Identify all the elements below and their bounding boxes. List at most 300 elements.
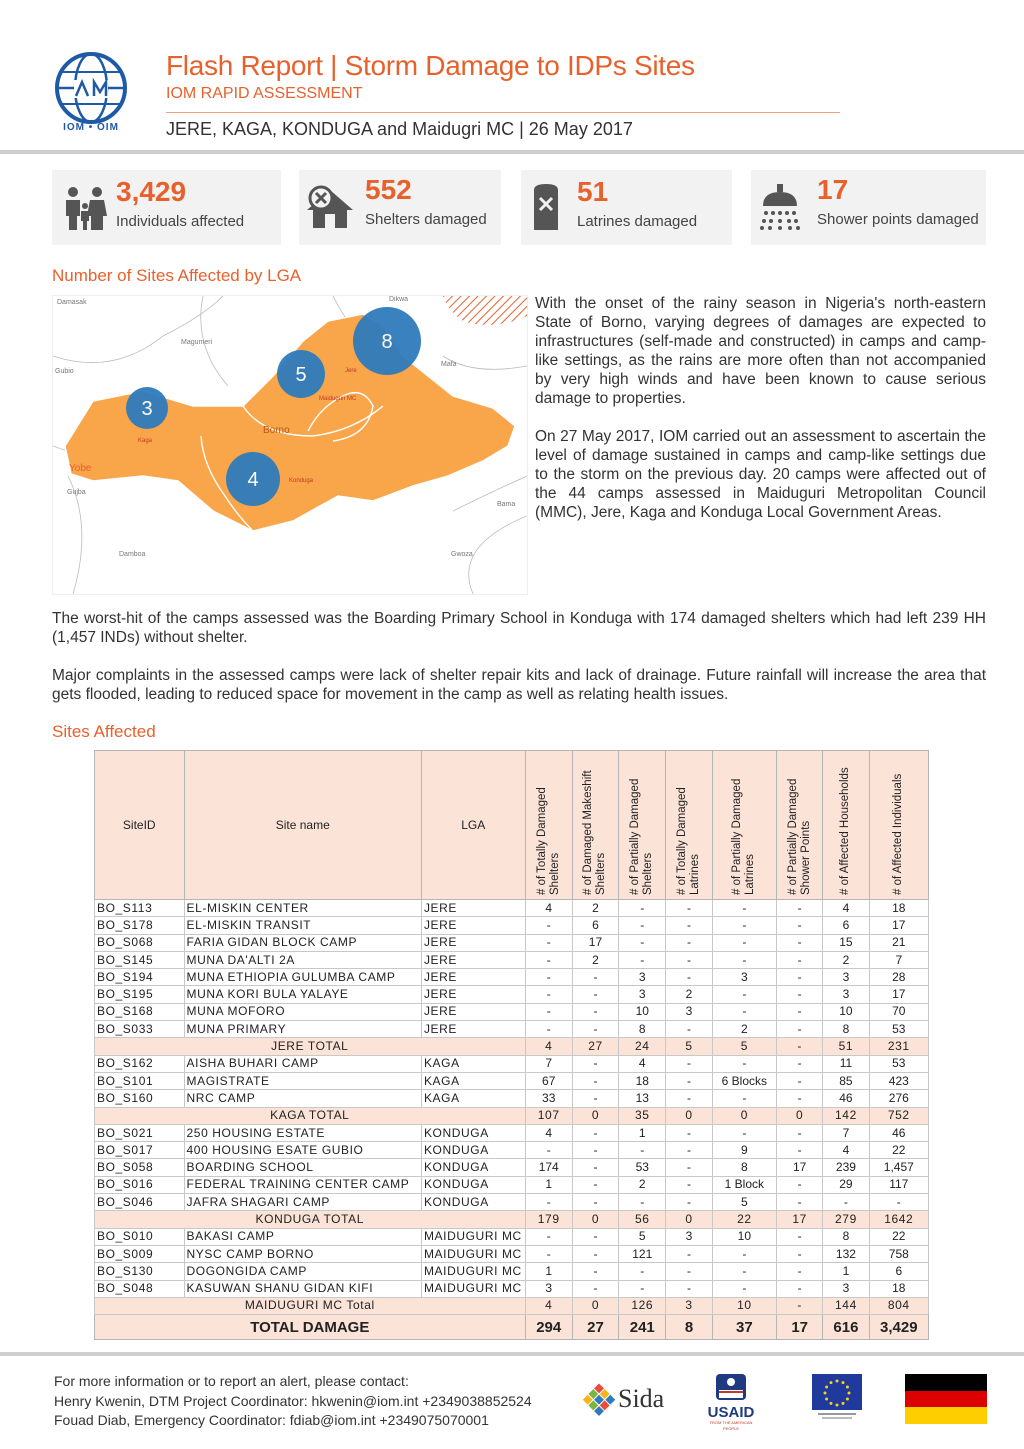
table-cell: 18 (869, 1280, 928, 1297)
subtotal-row (95, 1297, 929, 1314)
table-cell: - (666, 951, 712, 968)
subtotal-row (95, 1038, 929, 1055)
table-cell: KONDUGA (421, 1194, 525, 1211)
report-title: Flash Report | Storm Damage to IDPs Sites (166, 50, 695, 81)
table-cell: BO_S160 (95, 1090, 185, 1107)
total-cell: 51 (823, 1038, 869, 1055)
table-cell: 6 (572, 917, 618, 934)
table-cell: - (712, 1055, 776, 1072)
table-cell: - (525, 1194, 572, 1211)
table-cell: - (525, 1228, 572, 1245)
table-cell: - (777, 1021, 823, 1038)
table-cell: 33 (525, 1090, 572, 1107)
total-cell: 279 (823, 1211, 869, 1228)
table-cell: 8 (823, 1228, 869, 1245)
table-cell: 4 (619, 1055, 666, 1072)
table-cell: 22 (869, 1228, 928, 1245)
stat-latrines-label: Latrines damaged (577, 213, 698, 230)
table-cell: JERE (421, 934, 525, 951)
col-header: Site name (184, 751, 421, 900)
table-cell: 29 (823, 1176, 869, 1193)
table-row (95, 1021, 929, 1038)
table-cell: 10 (823, 1003, 869, 1020)
table-cell: KONDUGA (421, 1124, 525, 1141)
table-cell: - (666, 1194, 712, 1211)
table-cell: - (572, 1194, 618, 1211)
total-label: TOTAL DAMAGE (95, 1315, 526, 1340)
map-place-magumeri: Magumeri (181, 339, 213, 346)
stat-individuals-value: 3,429 (116, 176, 187, 207)
table-cell: 70 (869, 1003, 928, 1020)
stat-individuals (52, 170, 281, 245)
table-cell: - (525, 951, 572, 968)
table-cell: - (712, 986, 776, 1003)
total-cell: 616 (823, 1315, 869, 1340)
total-cell: 22 (712, 1211, 776, 1228)
table-cell: KAGA (421, 1072, 525, 1089)
table-cell: 3 (666, 1003, 712, 1020)
table-cell: - (525, 969, 572, 986)
stat-shelters-value: 552 (365, 174, 412, 205)
table-cell: - (777, 1055, 823, 1072)
total-cell: - (777, 1297, 823, 1314)
total-cell: 752 (869, 1107, 928, 1124)
map-label-maiduguri: Maiduguri MC (319, 396, 357, 402)
table-cell: 4 (823, 1142, 869, 1159)
table-cell: FARIA GIDAN BLOCK CAMP (184, 934, 421, 951)
table-cell: JERE (421, 1003, 525, 1020)
table-cell: 8 (712, 1159, 776, 1176)
table-cell: 17 (572, 934, 618, 951)
sites-table-wrapper (94, 750, 929, 1340)
table-cell: 5 (712, 1194, 776, 1211)
table-cell: 2 (712, 1021, 776, 1038)
table-cell: BO_S068 (95, 934, 185, 951)
table-cell: BAKASI CAMP (184, 1228, 421, 1245)
stat-showers-label: Shower points damaged (817, 211, 979, 228)
table-cell: - (619, 934, 666, 951)
map-label-konduga: Konduga (289, 478, 314, 484)
table-cell: - (572, 1159, 618, 1176)
table-cell: - (777, 1263, 823, 1280)
table-cell: 46 (823, 1090, 869, 1107)
table-cell: - (777, 1176, 823, 1193)
table-cell: JAFRA SHAGARI CAMP (184, 1194, 421, 1211)
stat-latrines-value: 51 (577, 176, 609, 207)
table-cell: - (666, 1176, 712, 1193)
total-cell: 3,429 (869, 1315, 928, 1340)
table-cell: 10 (712, 1228, 776, 1245)
sida-wordmark: Sida (618, 1384, 665, 1413)
map-place-gubio: Gubio (55, 368, 74, 375)
table-cell: BO_S168 (95, 1003, 185, 1020)
table-cell: - (572, 1072, 618, 1089)
table-cell: 53 (869, 1055, 928, 1072)
table-cell: 4 (823, 900, 869, 917)
table-cell: 46 (869, 1124, 928, 1141)
table-row (95, 1090, 929, 1107)
table-cell: - (777, 1228, 823, 1245)
table-cell: - (572, 1176, 618, 1193)
latrine-icon (531, 184, 561, 232)
table-cell: - (525, 1142, 572, 1159)
body-paragraph-1: The worst-hit of the camps assessed was the Boarding Primary School in Konduga with 174 damaged shelters which had left 239 HH (1,457 INDs) without shelter. (52, 610, 986, 646)
table-row (95, 1159, 929, 1176)
stat-shelters-label: Shelters damaged (365, 211, 487, 228)
table-cell: 1 (525, 1263, 572, 1280)
total-cell: - (777, 1038, 823, 1055)
table-cell: 758 (869, 1245, 928, 1262)
stat-showers (751, 170, 986, 245)
col-header: # of Partially Damaged Latrines (712, 751, 776, 900)
total-cell: 4 (525, 1297, 572, 1314)
table-cell: JERE (421, 969, 525, 986)
map-place-gwoza: Gwoza (451, 551, 473, 558)
total-cell: 294 (525, 1315, 572, 1340)
contact-henry: Henry Kwenin, DTM Project Coordinator: hkwenin@iom.int +2349038852524 (54, 1392, 532, 1409)
table-cell: - (712, 1280, 776, 1297)
table-cell: - (869, 1194, 928, 1211)
total-label: KONDUGA TOTAL (95, 1211, 526, 1228)
intro-paragraph-1: With the onset of the rainy season in Nigeria's north-eastern State of Borno, varying degrees of damages are expected to infrastructures (self-made and constructed) in camps and camp-like settings, as the rains are more often than not accompanied by very high winds and have been known to cause serious damage to properties. (535, 295, 986, 407)
col-header: # of Partially Damaged Shelters (619, 751, 666, 900)
table-cell: 18 (869, 900, 928, 917)
bubble-maiduguri-value: 8 (381, 331, 393, 353)
total-cell: 27 (572, 1315, 618, 1340)
map-place-borno: Borno (263, 425, 290, 436)
report-location-date: JERE, KAGA, KONDUGA and Maidugri MC | 26 May 2017 (166, 119, 633, 139)
table-row (95, 986, 929, 1003)
table-cell: BO_S058 (95, 1159, 185, 1176)
table-cell: - (619, 900, 666, 917)
table-cell: MAGISTRATE (184, 1072, 421, 1089)
table-cell: MUNA PRIMARY (184, 1021, 421, 1038)
report-subtitle: IOM RAPID ASSESSMENT (166, 85, 363, 102)
table-cell: 423 (869, 1072, 928, 1089)
table-cell: - (777, 1124, 823, 1141)
sites-affected-table (94, 750, 929, 1340)
table-cell: 121 (619, 1245, 666, 1262)
table-cell: 3 (619, 986, 666, 1003)
table-cell: 174 (525, 1159, 572, 1176)
table-cell: JERE (421, 1021, 525, 1038)
table-row (95, 1228, 929, 1245)
table-row (95, 900, 929, 917)
table-cell: 117 (869, 1176, 928, 1193)
table-cell: 7 (823, 1124, 869, 1141)
table-cell: - (572, 1124, 618, 1141)
table-cell: KAGA (421, 1090, 525, 1107)
col-header: # of Totally Damaged Shelters (525, 751, 572, 900)
table-cell: - (666, 969, 712, 986)
table-cell: - (572, 1055, 618, 1072)
total-label: JERE TOTAL (95, 1038, 526, 1055)
map-place-mafa: Mafa (441, 361, 457, 368)
table-cell: EL-MISKIN TRANSIT (184, 917, 421, 934)
table-cell: - (666, 934, 712, 951)
stat-showers-value: 17 (817, 174, 849, 205)
total-cell: 27 (572, 1038, 618, 1055)
table-cell: - (777, 1280, 823, 1297)
table-cell: - (777, 1245, 823, 1262)
table-cell: 21 (869, 934, 928, 951)
table-row (95, 934, 929, 951)
table-cell: - (777, 917, 823, 934)
table-cell: BO_S130 (95, 1263, 185, 1280)
stat-latrines (521, 170, 732, 245)
table-row (95, 1055, 929, 1072)
table-cell: 17 (777, 1159, 823, 1176)
total-cell: 107 (525, 1107, 572, 1124)
total-cell: 56 (619, 1211, 666, 1228)
table-cell: 3 (619, 969, 666, 986)
table-cell: FEDERAL TRAINING CENTER CAMP (184, 1176, 421, 1193)
table-cell: MUNA KORI BULA YALAYE (184, 986, 421, 1003)
table-title: Sites Affected (52, 722, 156, 741)
table-cell: - (572, 986, 618, 1003)
table-cell: 250 HOUSING ESTATE (184, 1124, 421, 1141)
table-cell: MAIDUGURI MC (421, 1280, 525, 1297)
table-cell: - (619, 1280, 666, 1297)
table-cell: 1 Block (712, 1176, 776, 1193)
table-cell: 85 (823, 1072, 869, 1089)
table-cell: 3 (666, 1228, 712, 1245)
map-place-damasak: Damasak (57, 299, 87, 306)
table-cell: 132 (823, 1245, 869, 1262)
table-cell: 15 (823, 934, 869, 951)
table-body (95, 900, 929, 1340)
table-cell: NRC CAMP (184, 1090, 421, 1107)
subtotal-row (95, 1107, 929, 1124)
shower-icon (759, 184, 801, 230)
table-cell: BO_S009 (95, 1245, 185, 1262)
table-cell: - (712, 1003, 776, 1020)
table-cell: BO_S010 (95, 1228, 185, 1245)
table-cell: - (619, 1142, 666, 1159)
bubble-konduga-value: 4 (247, 469, 259, 491)
table-cell: - (525, 934, 572, 951)
map-label-jere: Jere (345, 368, 357, 374)
col-header: SiteID (95, 751, 185, 900)
table-cell: - (777, 951, 823, 968)
usaid-tagline: FROM THE AMERICAN PEOPLE (709, 1420, 753, 1431)
col-header: # of Partially Damaged Shower Points (777, 751, 823, 900)
table-cell: 5 (619, 1228, 666, 1245)
table-cell: KONDUGA (421, 1142, 525, 1159)
table-cell: - (777, 1072, 823, 1089)
table-cell: 13 (619, 1090, 666, 1107)
total-cell: 10 (712, 1297, 776, 1314)
table-cell: MAIDUGURI MC (421, 1228, 525, 1245)
logo-text: IOM • OIM (63, 122, 119, 133)
table-cell: MAIDUGURI MC (421, 1245, 525, 1262)
table-cell: MUNA MOFORO (184, 1003, 421, 1020)
total-cell: 4 (525, 1038, 572, 1055)
people-icon (60, 186, 110, 230)
total-label: MAIDUGURI MC Total (95, 1297, 526, 1314)
table-cell: - (777, 1142, 823, 1159)
table-cell: 67 (525, 1072, 572, 1089)
table-cell: AISHA BUHARI CAMP (184, 1055, 421, 1072)
table-cell: - (572, 1245, 618, 1262)
damaged-house-icon (305, 184, 355, 230)
table-cell: - (777, 1003, 823, 1020)
header-divider (0, 150, 1024, 154)
total-cell: 24 (619, 1038, 666, 1055)
stat-individuals-label: Individuals affected (116, 213, 245, 230)
table-cell: - (666, 1072, 712, 1089)
table-row (95, 1142, 929, 1159)
table-cell: 53 (619, 1159, 666, 1176)
total-cell: 17 (777, 1315, 823, 1340)
table-cell: 1 (619, 1124, 666, 1141)
map-place-damboa: Damboa (119, 551, 146, 558)
table-header-row (95, 751, 929, 900)
table-cell: 276 (869, 1090, 928, 1107)
table-row (95, 1280, 929, 1297)
total-cell: 126 (619, 1297, 666, 1314)
table-cell: 11 (823, 1055, 869, 1072)
total-cell: 804 (869, 1297, 928, 1314)
total-cell: 0 (666, 1107, 712, 1124)
table-cell: - (619, 1263, 666, 1280)
table-row (95, 1176, 929, 1193)
table-cell: - (572, 1021, 618, 1038)
eu-flag (812, 1374, 862, 1420)
sida-logo (582, 1382, 666, 1418)
table-cell: - (619, 917, 666, 934)
stat-shelters (299, 170, 501, 245)
table-cell: 17 (869, 917, 928, 934)
table-cell: 10 (619, 1003, 666, 1020)
body-paragraph-2: Major complaints in the assessed camps were lack of shelter repair kits and lack of drainage. Future rainfall will increase the area that gets flooded, leading to reduced space for movement in the camp as well as relating health issues. (52, 667, 986, 703)
table-cell: - (823, 1194, 869, 1211)
table-cell: 8 (619, 1021, 666, 1038)
title-divider (166, 112, 840, 113)
table-row (95, 1072, 929, 1089)
hatched-area (443, 296, 527, 325)
usaid-logo (702, 1374, 760, 1431)
total-cell: 241 (619, 1315, 666, 1340)
table-cell: NYSC CAMP BORNO (184, 1245, 421, 1262)
table-cell: - (619, 1194, 666, 1211)
table-cell: - (572, 1003, 618, 1020)
total-cell: 35 (619, 1107, 666, 1124)
table-cell: - (666, 1142, 712, 1159)
table-cell: 9 (712, 1142, 776, 1159)
table-cell: 239 (823, 1159, 869, 1176)
total-cell: 0 (572, 1297, 618, 1314)
map-place-bama: Bama (497, 501, 516, 508)
table-cell: BO_S046 (95, 1194, 185, 1211)
total-cell: 0 (572, 1211, 618, 1228)
bubble-jere-value: 5 (295, 364, 307, 386)
table-cell: - (777, 969, 823, 986)
contact-fouad: Fouad Diab, Emergency Coordinator: fdiab@iom.int +2349075070001 (54, 1412, 489, 1428)
table-cell: BO_S195 (95, 986, 185, 1003)
table-cell: - (666, 1124, 712, 1141)
table-cell: KASUWAN SHANU GIDAN KIFI (184, 1280, 421, 1297)
total-cell: 142 (823, 1107, 869, 1124)
table-cell: - (525, 1021, 572, 1038)
table-cell: BO_S033 (95, 1021, 185, 1038)
table-cell: - (666, 1245, 712, 1262)
table-cell: 7 (525, 1055, 572, 1072)
table-cell: - (712, 1124, 776, 1141)
table-cell: - (712, 1245, 776, 1262)
table-cell: 6 Blocks (712, 1072, 776, 1089)
table-cell: BO_S113 (95, 900, 185, 917)
table-cell: - (572, 1142, 618, 1159)
table-cell: BO_S145 (95, 951, 185, 968)
table-cell: 3 (525, 1280, 572, 1297)
total-cell: 37 (712, 1315, 776, 1340)
total-cell: 8 (666, 1315, 712, 1340)
total-cell: 5 (666, 1038, 712, 1055)
table-cell: EL-MISKIN CENTER (184, 900, 421, 917)
table-cell: - (666, 1055, 712, 1072)
table-cell: - (777, 986, 823, 1003)
usaid-wordmark: USAID (707, 1404, 755, 1421)
table-cell: 400 HOUSING ESATE GUBIO (184, 1142, 421, 1159)
table-cell: - (712, 934, 776, 951)
iom-logo (50, 52, 132, 136)
table-cell: - (525, 986, 572, 1003)
table-row (95, 969, 929, 986)
table-cell: - (712, 951, 776, 968)
total-cell: 3 (666, 1297, 712, 1314)
table-cell: JERE (421, 900, 525, 917)
table-row (95, 951, 929, 968)
table-cell: 1 (525, 1176, 572, 1193)
intro-paragraph-2: On 27 May 2017, IOM carried out an assessment to ascertain the level of damage sustained in camps and camp-like settings due to the storm on the previous day. 20 camps were affected out of the 44 camps assessed in Maiduguri Metropolitan Council (MMC), Jere, Kaga and Konduga Local Government Areas. (535, 428, 986, 521)
table-cell: - (619, 951, 666, 968)
table-cell: - (777, 1194, 823, 1211)
table-row (95, 1124, 929, 1141)
table-cell: 3 (823, 986, 869, 1003)
table-cell: - (777, 934, 823, 951)
table-cell: - (572, 1263, 618, 1280)
contact-info (54, 1372, 532, 1431)
table-cell: BO_S101 (95, 1072, 185, 1089)
table-cell: BO_S016 (95, 1176, 185, 1193)
table-cell: BO_S021 (95, 1124, 185, 1141)
table-cell: - (525, 917, 572, 934)
table-cell: - (572, 1280, 618, 1297)
table-cell: 2 (666, 986, 712, 1003)
map-label-kaga: Kaga (138, 438, 153, 444)
table-cell: 18 (619, 1072, 666, 1089)
table-cell: - (712, 917, 776, 934)
table-cell: 6 (869, 1263, 928, 1280)
table-row (95, 917, 929, 934)
table-cell: 3 (712, 969, 776, 986)
table-cell: 3 (823, 969, 869, 986)
table-cell: 2 (572, 900, 618, 917)
map-place-yobe: Yobe (69, 463, 92, 474)
col-header: # of Totally Damaged Latrines (666, 751, 712, 900)
table-cell: - (666, 1280, 712, 1297)
table-cell: - (572, 1090, 618, 1107)
lga-map (52, 295, 528, 595)
total-cell: 0 (666, 1211, 712, 1228)
map-place-dikwa: Dikwa (389, 296, 409, 303)
table-cell: - (712, 1263, 776, 1280)
total-cell: 1642 (869, 1211, 928, 1228)
table-cell: 2 (619, 1176, 666, 1193)
table-cell: 22 (869, 1142, 928, 1159)
table-cell: KAGA (421, 1055, 525, 1072)
